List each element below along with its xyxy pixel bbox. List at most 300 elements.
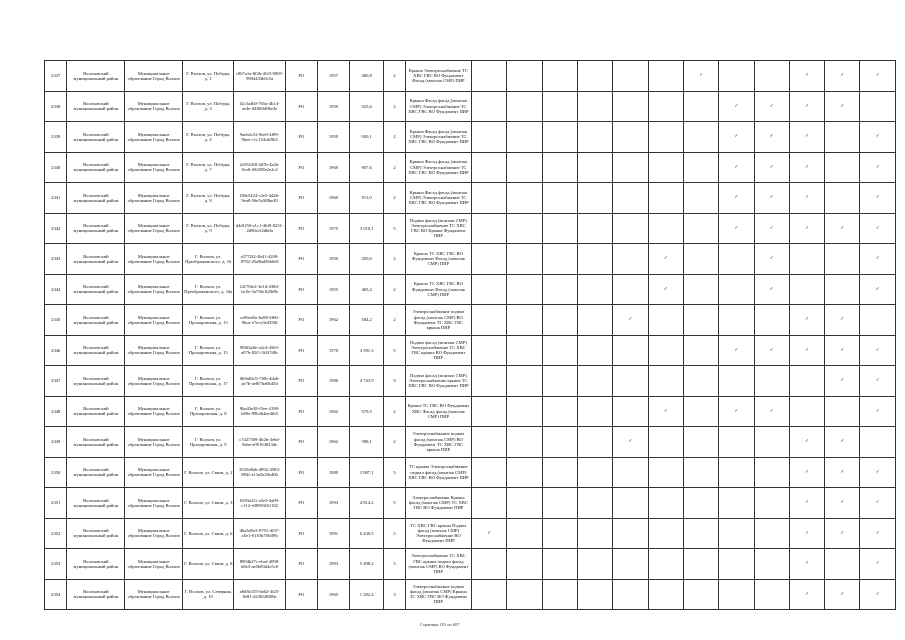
- work-mark-cell: [825, 183, 860, 214]
- checkmark-icon: ✓: [734, 134, 739, 140]
- district-name: Волоховский муниципальный район: [67, 427, 125, 458]
- work-mark-cell: [577, 518, 612, 549]
- building-address: Г. Волхов, ул. Связи, д. 8: [183, 549, 234, 580]
- work-mark-cell: [860, 457, 896, 488]
- work-mark-cell: [542, 457, 577, 488]
- tenure-type: РО: [285, 274, 317, 305]
- table-row: [45, 457, 896, 488]
- work-mark-cell: [542, 183, 577, 214]
- work-mark-cell: [754, 274, 789, 305]
- checkmark-icon: ✓: [840, 317, 845, 323]
- work-mark-cell: [648, 549, 683, 580]
- floor-count: 2: [384, 91, 405, 122]
- work-mark-cell: [860, 61, 896, 92]
- work-mark-cell: [860, 335, 896, 366]
- work-mark-cell: [577, 427, 612, 458]
- work-mark-cell: [472, 274, 507, 305]
- checkmark-icon: ✓: [734, 195, 739, 201]
- work-mark-cell: [825, 152, 860, 183]
- table-row: [45, 427, 896, 458]
- table-row: [45, 366, 896, 397]
- building-area: 907,6: [350, 152, 384, 183]
- checkmark-icon: ✓: [840, 439, 845, 445]
- building-area: 450,0: [350, 244, 384, 275]
- work-mark-cell: [613, 274, 648, 305]
- floor-count: 5: [384, 213, 405, 244]
- building-address: Г. Волхов, ул. Победы, д. 8: [183, 183, 234, 214]
- work-mark-cell: [507, 549, 542, 580]
- work-mark-cell: [577, 396, 612, 427]
- planned-works: Электроснабжение Крыша фасад (монтаж СМР) ТС ХВС ГВС ВО Фундамент ПИР: [405, 488, 471, 519]
- district-name: Волоховский муниципальный район: [67, 335, 125, 366]
- floor-count: 2: [384, 427, 405, 458]
- building-address: Г. Волхов, ул. Прохоровская, д. 8: [183, 396, 234, 427]
- work-mark-cell: [754, 91, 789, 122]
- work-mark-cell: [683, 427, 718, 458]
- construction-year: 1975: [317, 213, 349, 244]
- work-mark-cell: [719, 579, 754, 610]
- work-mark-cell: [683, 244, 718, 275]
- table-row: [45, 518, 896, 549]
- building-address: Г. Волхов, ул. Победы, д. 4: [183, 122, 234, 153]
- work-mark-cell: [507, 183, 542, 214]
- district-name: Волоховский муниципальный район: [67, 183, 125, 214]
- checkmark-icon: ✓: [769, 103, 774, 109]
- floor-count: 2: [384, 183, 405, 214]
- row-number: 2349: [45, 427, 67, 458]
- checkmark-icon: ✓: [769, 286, 774, 292]
- planned-works: Крыша ТС ГВС ВО Фундамент ХВС Фасад фасад (монтаж СМР) ПИР: [405, 396, 471, 427]
- fias-code: d4d1f50-e1c1-4bf0-8251-2d90a1f2db0a: [234, 213, 285, 244]
- work-mark-cell: [719, 183, 754, 214]
- work-mark-cell: [683, 335, 718, 366]
- checkmark-icon: ✓: [663, 408, 668, 414]
- work-mark-cell: [825, 335, 860, 366]
- work-mark-cell: [719, 549, 754, 580]
- work-mark-cell: [507, 396, 542, 427]
- work-mark-cell: [577, 366, 612, 397]
- checkmark-icon: ✓: [875, 408, 880, 414]
- work-mark-cell: [507, 244, 542, 275]
- work-mark-cell: [860, 305, 896, 336]
- building-address: Г. Волхов, ул. Связи, д. 6: [183, 518, 234, 549]
- construction-year: 1957: [317, 61, 349, 92]
- work-mark-cell: [577, 61, 612, 92]
- work-mark-cell: [577, 457, 612, 488]
- construction-year: 1991: [317, 518, 349, 549]
- work-mark-cell: [789, 152, 824, 183]
- work-mark-cell: [825, 518, 860, 549]
- work-mark-cell: [789, 335, 824, 366]
- work-mark-cell: [577, 91, 612, 122]
- checkmark-icon: ✓: [699, 73, 703, 79]
- building-area: 911,0: [350, 183, 384, 214]
- building-area: 3 591,3: [350, 335, 384, 366]
- work-mark-cell: [860, 427, 896, 458]
- work-mark-cell: [613, 396, 648, 427]
- building-area: 925,6: [350, 91, 384, 122]
- work-mark-cell: [472, 183, 507, 214]
- work-mark-cell: [577, 183, 612, 214]
- checkmark-icon: ✓: [805, 500, 809, 506]
- work-mark-cell: [507, 579, 542, 610]
- checkmark-icon: ✓: [840, 530, 845, 536]
- settlement-name: Муниципальное образование Город Волхов: [125, 488, 183, 519]
- settlement-name: Муниципальное образование Город Волхов: [125, 396, 183, 427]
- work-mark-cell: [860, 579, 896, 610]
- work-mark-cell: [542, 91, 577, 122]
- district-name: Волоховский муниципальный район: [67, 244, 125, 275]
- fias-code: d6a3d5e3-0701-4f37-a5e1-6110b7f0df96: [234, 518, 285, 549]
- checkmark-icon: ✓: [875, 561, 880, 567]
- work-mark-cell: [472, 152, 507, 183]
- fias-code: a8d3b155-0a62-4f25-8e81-d230f28f06e: [234, 579, 285, 610]
- work-mark-cell: [825, 61, 860, 92]
- building-address: Г. Волхов, ул. Связи, д. 2: [183, 457, 234, 488]
- work-mark-cell: [613, 366, 648, 397]
- row-number: 2345: [45, 305, 67, 336]
- checkmark-icon: ✓: [805, 347, 809, 353]
- work-mark-cell: [719, 152, 754, 183]
- work-mark-cell: [472, 427, 507, 458]
- work-mark-cell: [613, 305, 648, 336]
- work-mark-cell: [789, 366, 824, 397]
- work-mark-cell: [825, 91, 860, 122]
- construction-year: 1993: [317, 549, 349, 580]
- checkmark-icon: ✓: [734, 164, 739, 170]
- checkmark-icon: ✓: [663, 256, 668, 262]
- fias-code: 9aeb2c52-8ee0-4f89-9bee-c1c134cdf9b3: [234, 122, 285, 153]
- row-number: 2340: [45, 152, 67, 183]
- work-mark-cell: [683, 457, 718, 488]
- table-row: [45, 305, 896, 336]
- planned-works: Электроснабжение ТС ХВС ГВС крыша подвал фасад (монтаж СМР) ВО Фундамент ПИР: [405, 549, 471, 580]
- checkmark-icon: ✓: [875, 530, 880, 536]
- construction-year: 1989: [317, 457, 349, 488]
- district-name: Волоховский муниципальный район: [67, 549, 125, 580]
- work-mark-cell: [754, 457, 789, 488]
- checkmark-icon: ✓: [487, 530, 492, 536]
- work-mark-cell: [825, 579, 860, 610]
- checkmark-icon: ✓: [875, 591, 880, 597]
- work-mark-cell: [683, 122, 718, 153]
- work-mark-cell: [542, 122, 577, 153]
- work-mark-cell: [754, 244, 789, 275]
- tenure-type: РО: [285, 61, 317, 92]
- checkmark-icon: ✓: [769, 408, 774, 414]
- work-mark-cell: [613, 518, 648, 549]
- work-mark-cell: [719, 366, 754, 397]
- construction-year: 1986: [317, 366, 349, 397]
- work-mark-cell: [754, 152, 789, 183]
- row-number: 2348: [45, 396, 67, 427]
- table-row: [45, 91, 896, 122]
- district-name: Волоховский муниципальный район: [67, 366, 125, 397]
- building-area: 3 987,1: [350, 457, 384, 488]
- floor-count: 9: [384, 366, 405, 397]
- construction-year: 1962: [317, 427, 349, 458]
- checkmark-icon: ✓: [769, 256, 774, 262]
- work-mark-cell: [542, 366, 577, 397]
- work-mark-cell: [860, 152, 896, 183]
- planned-works: Электроснабжение подвал фасад (монтаж СМР) ВО Фундамент ТС ХВС ГВС крыша ПИР: [405, 305, 471, 336]
- planned-works: Крыша ТС ХВС ГВС ВО Фундамент Фасад (монтаж СМР) ПИР: [405, 244, 471, 275]
- work-mark-cell: [507, 518, 542, 549]
- work-mark-cell: [613, 61, 648, 92]
- settlement-name: Муниципальное образование Город Волхов: [125, 457, 183, 488]
- work-mark-cell: [648, 488, 683, 519]
- checkmark-icon: ✓: [840, 500, 845, 506]
- work-mark-cell: [789, 396, 824, 427]
- checkmark-icon: ✓: [875, 195, 880, 201]
- building-area: 4 743,9: [350, 366, 384, 397]
- settlement-name: Муниципальное образование Город Волхов: [125, 244, 183, 275]
- work-mark-cell: [613, 579, 648, 610]
- work-mark-cell: [577, 244, 612, 275]
- checkmark-icon: ✓: [734, 103, 739, 109]
- settlement-name: Муниципальное образование Город Волхов: [125, 274, 183, 305]
- floor-count: 2: [384, 61, 405, 92]
- work-mark-cell: [648, 274, 683, 305]
- district-name: Волоховский муниципальный район: [67, 305, 125, 336]
- work-mark-cell: [472, 122, 507, 153]
- tenure-type: РО: [285, 305, 317, 336]
- district-name: Волоховский муниципальный район: [67, 396, 125, 427]
- checkmark-icon: ✓: [840, 378, 845, 384]
- building-area: 400,8: [350, 61, 384, 92]
- work-mark-cell: [754, 518, 789, 549]
- settlement-name: Муниципальное образование Город Волхов: [125, 579, 183, 610]
- work-mark-cell: [825, 488, 860, 519]
- checkmark-icon: ✓: [875, 378, 880, 384]
- table-row: [45, 152, 896, 183]
- checkmark-icon: ✓: [840, 347, 845, 353]
- work-mark-cell: [613, 488, 648, 519]
- work-mark-cell: [542, 579, 577, 610]
- fias-code: c7d27309-4b2b-4e6d-9ebe-e09104823de: [234, 427, 285, 458]
- checkmark-icon: ✓: [875, 469, 880, 475]
- building-address: Г. Волхов, ул. Победы, д. 1: [183, 61, 234, 92]
- construction-year: 1962: [317, 396, 349, 427]
- work-mark-cell: [754, 213, 789, 244]
- work-mark-cell: [719, 335, 754, 366]
- work-mark-cell: [472, 579, 507, 610]
- work-mark-cell: [754, 335, 789, 366]
- work-mark-cell: [754, 579, 789, 610]
- table-row: [45, 183, 896, 214]
- checkmark-icon: ✓: [734, 408, 739, 414]
- work-mark-cell: [507, 457, 542, 488]
- work-mark-cell: [542, 244, 577, 275]
- row-number: 2347: [45, 366, 67, 397]
- building-address: Г. Волхов, ул. Победы, д. 7: [183, 152, 234, 183]
- floor-count: 2: [384, 305, 405, 336]
- floor-count: 2: [384, 152, 405, 183]
- table-row: [45, 579, 896, 610]
- fias-code: 9ba43e38-f5ee-4198-b80e-99b2b4ee4fb5: [234, 396, 285, 427]
- row-number: 2346: [45, 335, 67, 366]
- settlement-name: Муниципальное образование Город Волхов: [125, 61, 183, 92]
- work-mark-cell: [683, 549, 718, 580]
- work-mark-cell: [648, 335, 683, 366]
- construction-year: 1950: [317, 244, 349, 275]
- table-row: [45, 488, 896, 519]
- tenure-type: РО: [285, 244, 317, 275]
- fias-code: c867a1a-8f2b-4f23-9905-9904433b0c5a: [234, 61, 285, 92]
- settlement-name: Муниципальное образование Город Волхов: [125, 213, 183, 244]
- tenure-type: РО: [285, 518, 317, 549]
- work-mark-cell: [542, 427, 577, 458]
- checkmark-icon: ✓: [805, 317, 809, 323]
- work-mark-cell: [472, 396, 507, 427]
- work-mark-cell: [542, 152, 577, 183]
- work-mark-cell: [613, 122, 648, 153]
- work-mark-cell: [648, 213, 683, 244]
- planned-works: Электроснабжение подвал фасад (монтаж СМР) Крыша ТС ХВС ГВС ВО Фундамент ПИР: [405, 579, 471, 610]
- work-mark-cell: [542, 274, 577, 305]
- work-mark-cell: [683, 91, 718, 122]
- work-mark-cell: [648, 366, 683, 397]
- register-body: [45, 61, 896, 610]
- work-mark-cell: [577, 579, 612, 610]
- construction-year: 1962: [317, 305, 349, 336]
- checkmark-icon: ✓: [875, 286, 880, 292]
- work-mark-cell: [577, 305, 612, 336]
- row-number: 2344: [45, 274, 67, 305]
- settlement-name: Муниципальное образование Город Волхов: [125, 518, 183, 549]
- work-mark-cell: [648, 244, 683, 275]
- work-mark-cell: [542, 518, 577, 549]
- fias-code: f2c3a4b0-765a-4b14-ae4e-d4f06fd9be3e: [234, 91, 285, 122]
- row-number: 2350: [45, 457, 67, 488]
- work-mark-cell: [789, 213, 824, 244]
- work-mark-cell: [507, 91, 542, 122]
- work-mark-cell: [648, 396, 683, 427]
- checkmark-icon: ✓: [805, 103, 809, 109]
- fias-code: 3535d8ab-d992-4583-894f-a13a5e20e406: [234, 457, 285, 488]
- work-mark-cell: [719, 61, 754, 92]
- work-mark-cell: [789, 244, 824, 275]
- work-mark-cell: [507, 335, 542, 366]
- work-mark-cell: [542, 61, 577, 92]
- work-mark-cell: [542, 213, 577, 244]
- checkmark-icon: ✓: [840, 591, 845, 597]
- row-number: 2354: [45, 579, 67, 610]
- work-mark-cell: [719, 122, 754, 153]
- planned-works: ТС ХВС ГВС крыша Подвал фасад (монтаж СМР) Электроснабжение ВО Фундамент ПИР: [405, 518, 471, 549]
- work-mark-cell: [648, 427, 683, 458]
- tenure-type: РО: [285, 91, 317, 122]
- planned-works: Электроснабжение подвал фасад (монтаж СМР) ВО Фундамент ТС ХВС ГВС крыша ПИР: [405, 427, 471, 458]
- work-mark-cell: [754, 396, 789, 427]
- building-address: Г. Волхов, ул. Победы, д. 9: [183, 213, 234, 244]
- work-mark-cell: [507, 152, 542, 183]
- checkmark-icon: ✓: [875, 73, 880, 79]
- row-number: 2338: [45, 91, 67, 122]
- work-mark-cell: [860, 183, 896, 214]
- checkmark-icon: ✓: [769, 164, 774, 170]
- work-mark-cell: [789, 305, 824, 336]
- work-mark-cell: [754, 183, 789, 214]
- work-mark-cell: [472, 213, 507, 244]
- building-area: 5 498,2: [350, 549, 384, 580]
- district-name: Волоховский муниципальный район: [67, 122, 125, 153]
- floor-count: 5: [384, 549, 405, 580]
- work-mark-cell: [613, 549, 648, 580]
- work-mark-cell: [825, 213, 860, 244]
- checkmark-icon: ✓: [875, 225, 880, 231]
- work-mark-cell: [825, 396, 860, 427]
- work-mark-cell: [789, 183, 824, 214]
- building-area: 4 814,2: [350, 488, 384, 519]
- settlement-name: Муниципальное образование Город Волхов: [125, 183, 183, 214]
- tenure-type: РО: [285, 549, 317, 580]
- checkmark-icon: ✓: [840, 469, 845, 475]
- district-name: Волоховский муниципальный район: [67, 213, 125, 244]
- work-mark-cell: [542, 335, 577, 366]
- work-mark-cell: [683, 518, 718, 549]
- checkmark-icon: ✓: [805, 195, 809, 201]
- building-address: Г. Волхов, ул. Северная, д. 10: [183, 579, 234, 610]
- work-mark-cell: [825, 366, 860, 397]
- checkmark-icon: ✓: [769, 195, 774, 201]
- tenure-type: РО: [285, 183, 317, 214]
- checkmark-icon: ✓: [734, 347, 739, 353]
- tenure-type: РО: [285, 457, 317, 488]
- work-mark-cell: [648, 61, 683, 92]
- fias-code: 908f2a8e-a2e4-4563-a07b-82f1-3f4f7d8c: [234, 335, 285, 366]
- work-mark-cell: [472, 244, 507, 275]
- fias-code: f4170fe2-3e1d-438d-bc5e-3a7f0e1b5b9b: [234, 274, 285, 305]
- work-mark-cell: [507, 366, 542, 397]
- construction-year: 1955: [317, 274, 349, 305]
- work-mark-cell: [577, 549, 612, 580]
- tenure-type: РО: [285, 427, 317, 458]
- work-mark-cell: [577, 152, 612, 183]
- checkmark-icon: ✓: [663, 286, 668, 292]
- work-mark-cell: [472, 366, 507, 397]
- checkmark-icon: ✓: [840, 103, 845, 109]
- building-address: Г. Волхов, ул. Преображенского, д. 16а: [183, 274, 234, 305]
- work-mark-cell: [613, 183, 648, 214]
- building-area: 3 010,1: [350, 213, 384, 244]
- row-number: 2337: [45, 61, 67, 92]
- work-mark-cell: [577, 122, 612, 153]
- work-mark-cell: [719, 518, 754, 549]
- checkmark-icon: ✓: [769, 134, 774, 140]
- building-area: 584,2: [350, 305, 384, 336]
- work-mark-cell: [683, 213, 718, 244]
- work-mark-cell: [860, 488, 896, 519]
- planned-works: Крыша Фасад фасад (монтаж СМР) Электроснабжение ТС ХВС ГВС ВО Фундамент ПИР: [405, 91, 471, 122]
- work-mark-cell: [719, 305, 754, 336]
- work-mark-cell: [648, 579, 683, 610]
- work-mark-cell: [507, 305, 542, 336]
- work-mark-cell: [472, 61, 507, 92]
- building-area: 6 430,5: [350, 518, 384, 549]
- floor-count: 5: [384, 335, 405, 366]
- work-mark-cell: [472, 91, 507, 122]
- work-mark-cell: [472, 549, 507, 580]
- tenure-type: РО: [285, 152, 317, 183]
- work-mark-cell: [754, 61, 789, 92]
- work-mark-cell: [683, 183, 718, 214]
- work-mark-cell: [472, 335, 507, 366]
- work-mark-cell: [860, 396, 896, 427]
- work-mark-cell: [860, 244, 896, 275]
- checkmark-icon: ✓: [805, 225, 809, 231]
- fias-code: 0b9a82c9-7f0b-4da6-ae7b-ae8f7ba6b45d: [234, 366, 285, 397]
